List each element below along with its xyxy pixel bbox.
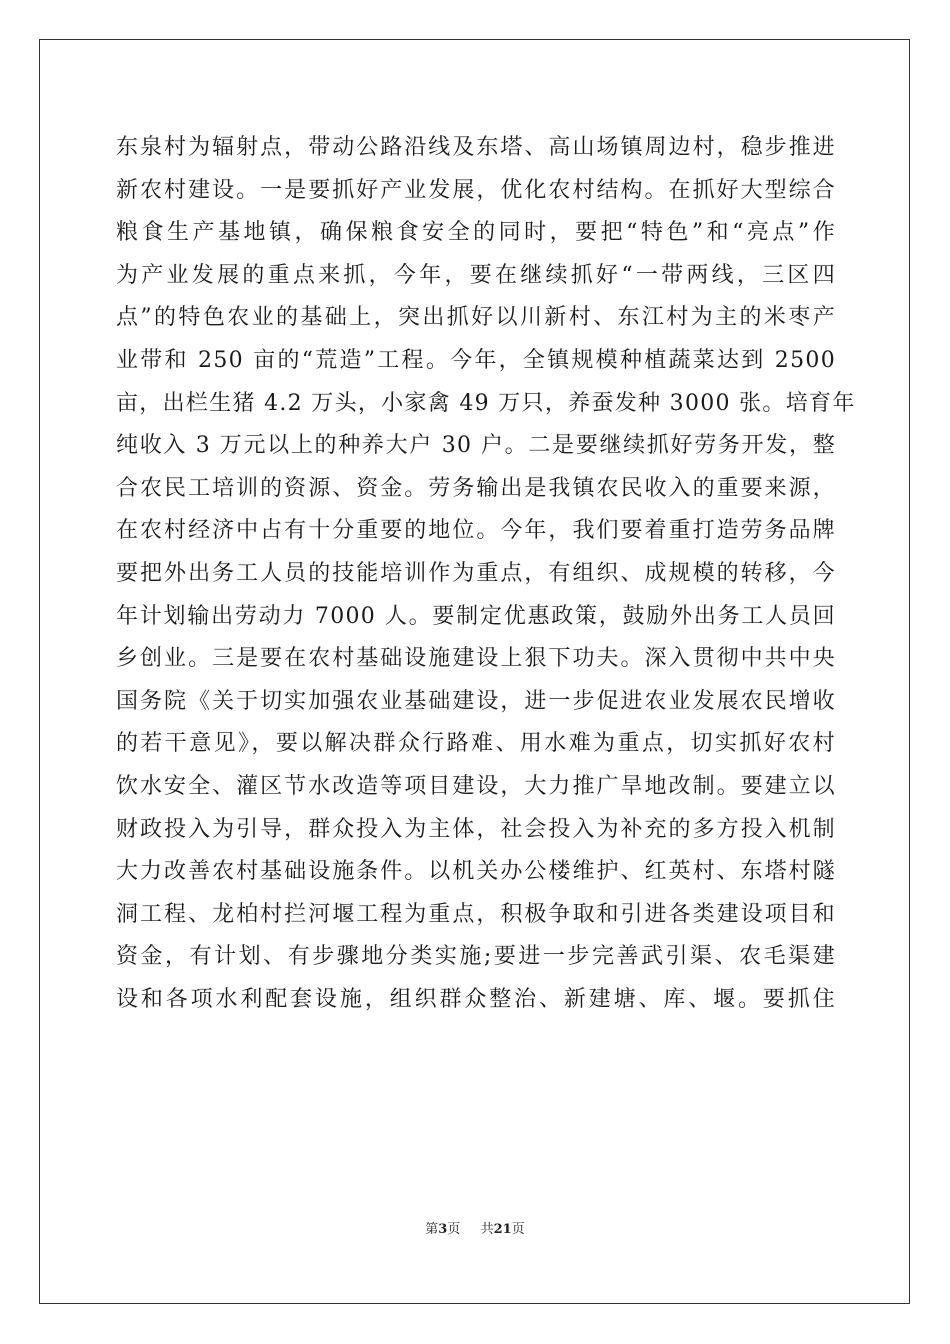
text-line: 业带和 250 亩的“荒造”工程。今年，全镇规模种植蔬菜达到 2500 — [116, 347, 836, 373]
text-line: 在农村经济中占有十分重要的地位。今年，我们要着重打造劳务品牌 — [116, 518, 836, 544]
text-line: 新农村建设。一是要抓好产业发展，优化农村结构。在抓好大型综合 — [116, 177, 836, 203]
text-line: 大力改善农村基础设施条件。以机关办公楼维护、红英村、东塔村隧 — [116, 859, 836, 885]
page-prefix: 第 — [425, 1222, 439, 1237]
total-pages-number: 21 — [493, 1222, 512, 1237]
total-suffix: 页 — [511, 1222, 525, 1237]
text-line: 东泉村为辐射点，带动公路沿线及东塔、高山场镇周边村，稳步推进 — [116, 135, 836, 160]
document-body — [116, 127, 856, 1021]
text-line: 饮水安全、灌区节水改造等项目建设，大力推广旱地改制。要建立以 — [116, 773, 836, 799]
text-line: 合农民工培训的资源、资金。劳务输出是我镇农民收入的重要来源， — [116, 475, 836, 501]
text-line: 财政投入为引导，群众投入为主体，社会投入为补充的多方投入机制 — [116, 816, 836, 842]
text-line: 洞工程、龙柏村拦河堰工程为重点，积极争取和引进各类建设项目和 — [116, 901, 836, 927]
text-line: 为产业发展的重点来抓，今年，要在继续抓好“一带两线，三区四 — [116, 262, 836, 288]
text-line: 粮食生产基地镇，确保粮食安全的同时，要把“特色”和“亮点”作 — [116, 220, 836, 246]
page-footer — [0, 1218, 950, 1237]
page-indicator — [425, 1218, 460, 1237]
text-line: 点”的特色农业的基础上，突出抓好以川新村、东江村为主的米枣产 — [116, 305, 836, 331]
page-number: 3 — [438, 1222, 448, 1237]
text-line: 亩，出栏生猪 4.2 万头，小家禽 49 万只，养蚕发种 3000 张。培育年 — [116, 390, 856, 416]
text-line: 的若干意见》，要以解决群众行路难、用水难为重点，切实抓好农村 — [116, 731, 836, 757]
text-line: 资金，有计划、有步骤地分类实施;要进一步完善武引渠、农毛渠建 — [116, 944, 836, 970]
text-line: 纯收入 3 万元以上的种养大户 30 户。二是要继续抓好劳务开发，整 — [116, 433, 836, 459]
text-line: 设和各项水利配套设施，组织群众整治、新建塘、库、堰。要抓住 — [116, 986, 836, 1012]
page-suffix: 页 — [447, 1222, 461, 1237]
text-line: 乡创业。三是要在农村基础设施建设上狠下功夫。深入贯彻中共中央 — [116, 646, 836, 672]
text-line: 要把外出务工人员的技能培训作为重点，有组织、成规模的转移，今 — [116, 560, 836, 586]
total-prefix: 共 — [480, 1222, 494, 1237]
text-line: 年计划输出劳动力 7000 人。要制定优惠政策，鼓励外出务工人员回 — [116, 603, 836, 629]
text-line: 国务院《关于切实加强农业基础建设，进一步促进农业发展农民增收 — [116, 688, 836, 714]
total-pages-indicator — [481, 1218, 525, 1237]
